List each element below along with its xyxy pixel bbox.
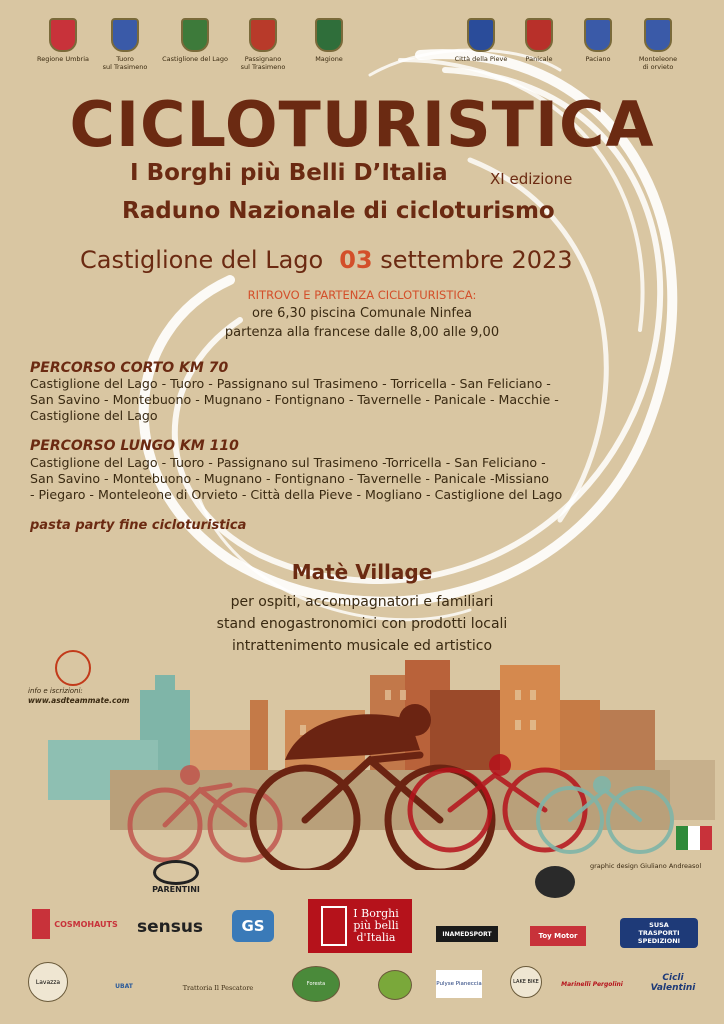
pasta-party-note: pasta party fine cicloturistica — [30, 518, 247, 533]
crest-shield-icon — [467, 18, 495, 52]
crest-shield-icon — [315, 18, 343, 52]
crest-paciano: Paciano — [553, 18, 643, 63]
design-credit: graphic design Giuliano Andreasol — [590, 862, 702, 870]
sponsor-foresta: Foresta — [292, 966, 340, 1002]
sponsor-lavazza: Lavazza — [28, 962, 68, 1002]
route-line: Castiglione del Lago — [30, 408, 158, 423]
page-title: CICLOTURISTICA — [69, 88, 655, 161]
ritrovo-heading: RITROVO E PARTENZA CICLOTURISTICA: — [247, 288, 477, 302]
route-line: San Savino - Montebuono - Mugnano - Fontignano - Tavernelle - Panicale - Macchie - — [30, 392, 559, 407]
castle-tower-icon — [321, 906, 347, 946]
sponsor-cosmohauts: COSMOHAUTS — [30, 906, 120, 942]
crest-castiglione: Castiglione del Lago — [150, 18, 240, 63]
sponsor-green-logo-icon — [378, 970, 412, 1000]
crest-shield-icon — [181, 18, 209, 52]
edition-label: XI edizione — [490, 170, 573, 188]
sponsor-gs: GS — [232, 910, 274, 942]
crest-citta-della-pieve: Città della Pieve — [436, 18, 526, 63]
crest-panicale: Panicale — [494, 18, 584, 63]
subtitle-raduno: Raduno Nazionale di cicloturismo — [122, 198, 555, 224]
sponsor-pulyse: Pulyse Pianeccia — [436, 970, 482, 998]
sponsor-toy-motor: Toy Motor — [530, 926, 586, 946]
parentini-logo-icon — [153, 860, 199, 885]
town-cyclists-illustration — [0, 640, 724, 870]
crest-shield-icon — [111, 18, 139, 52]
event-place: Castiglione del Lago — [80, 246, 324, 274]
start-time: partenza alla francese dalle 8,00 alle 9,00 — [224, 325, 500, 340]
route-line: San Savino - Montebuono - Mugnano - Fontignano - Tavernelle - Panicale -Missiano — [30, 471, 549, 486]
meeting-time: ore 6,30 piscina Comunale Ninfea — [252, 306, 472, 321]
village-line: stand enogastronomici con prodotti locali — [216, 616, 508, 632]
crest-magione: Magione — [284, 18, 374, 63]
sponsor-trattoria: Trattoria Il Pescatore — [182, 984, 254, 992]
italy-flag-icon — [676, 826, 712, 850]
crest-monteleone: Monteleone di orvieto — [613, 18, 703, 71]
sponsor-sensus: sensus — [136, 917, 204, 937]
event-day: 03 — [339, 246, 373, 274]
sponsor-ubat: UBAT — [115, 982, 133, 990]
info-label: info e iscrizioni: — [28, 687, 83, 695]
crest-shield-icon — [584, 18, 612, 52]
crest-passignano: Passignano sul Trasimeno — [218, 18, 308, 71]
sponsor-marinelli: Marinelli Pergolini — [561, 980, 623, 988]
route-line: Castiglione del Lago - Tuoro - Passignano sul Trasimeno - Torricella - San Feliciano - — [30, 376, 551, 391]
municipality-crests — [0, 18, 724, 88]
route-long-text — [30, 455, 700, 503]
village-line: intrattenimento musicale ed artistico — [231, 638, 493, 654]
sponsor-parentini: PARENTINI — [148, 860, 204, 894]
sponsor-susa: SUSA TRASPORTI SPEDIZIONI — [620, 918, 698, 948]
crest-shield-icon — [249, 18, 277, 52]
info-url-link[interactable]: www.asdteammate.com — [28, 696, 130, 705]
sponsor-inamedsport: INAMEDSPORT — [436, 926, 498, 942]
subtitle: I Borghi più Belli D’Italia — [130, 160, 448, 186]
route-short-title: PERCORSO CORTO KM 70 — [30, 360, 229, 376]
event-date-line — [80, 246, 573, 274]
crest-shield-icon — [49, 18, 77, 52]
route-short-text — [30, 376, 700, 424]
sponsor-borghi-piu-belli: I Borghi più belli d'Italia — [308, 899, 412, 953]
cosmohauts-logo-icon — [32, 909, 50, 939]
crest-tuoro: Tuoro sul Trasimeno — [80, 18, 170, 71]
route-long-title: PERCORSO LUNGO KM 110 — [30, 438, 239, 454]
village-title: Matè Village — [291, 560, 433, 584]
route-line: - Piegaro - Monteleone di Orvieto - Città della Pieve - Mogliano - Castiglione del Lago — [30, 487, 563, 502]
crest-regione-umbria: Regione Umbria — [18, 18, 108, 63]
event-month-year: settembre 2023 — [380, 246, 573, 274]
cycling-badge-icon — [535, 866, 575, 898]
route-line: Castiglione del Lago - Tuoro - Passignano sul Trasimeno -Torricella - San Feliciano - — [30, 455, 546, 470]
sponsor-lake-bike: LAKE BIKE — [510, 966, 542, 998]
village-line: per ospiti, accompagnatori e familiari — [230, 594, 494, 610]
crest-shield-icon — [525, 18, 553, 52]
sponsor-cicli-valentini: Cicli Valentini — [650, 973, 696, 993]
crest-shield-icon — [644, 18, 672, 52]
